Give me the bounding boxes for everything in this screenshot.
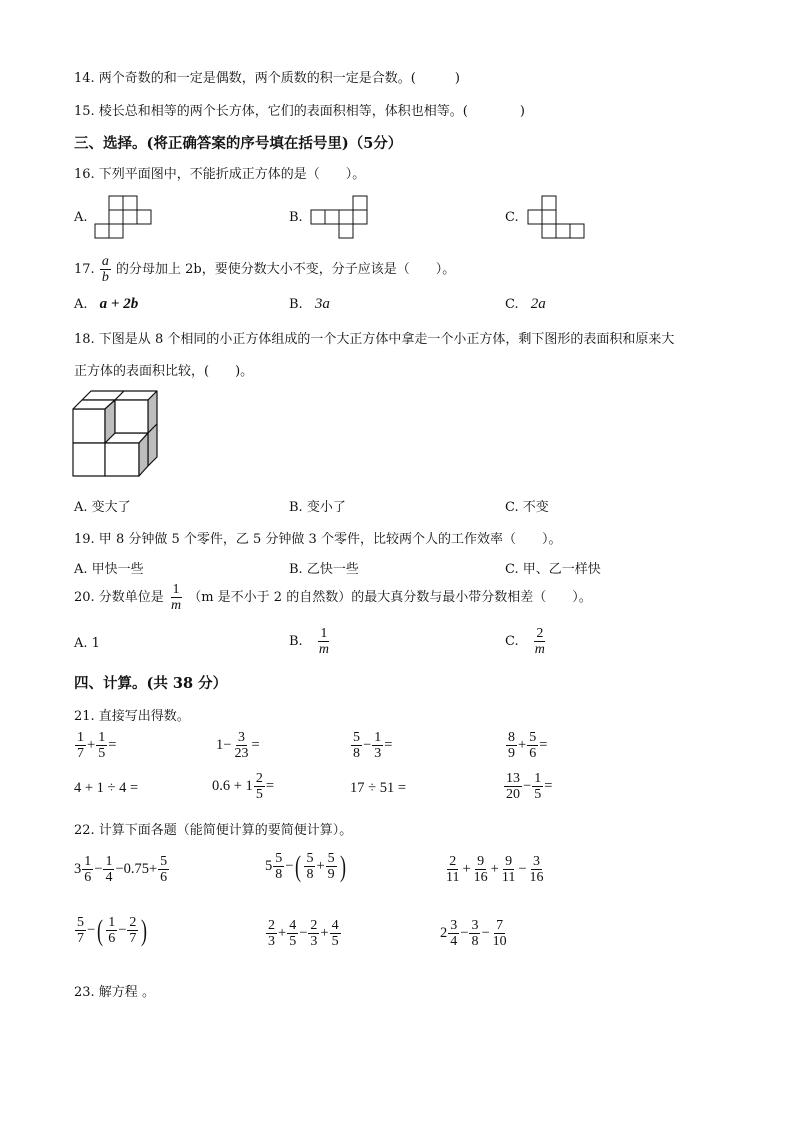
question-18-line-2: 正方体的表面积比较，( )。	[74, 364, 254, 379]
q22-problem-2: 5 $\frac{5}{8}$ −( $\frac{5}{8}$ + $\frac{5}{9}$ )	[265, 849, 346, 883]
q20-option-c-fraction	[533, 626, 547, 657]
q21-expr-8: $\frac{13}{20}$ − $\frac{1}{5}$ =	[506, 771, 553, 802]
q17-frac-num: a	[101, 254, 109, 269]
q19-option-b: B. 乙快一些	[289, 562, 359, 577]
q18-option-a: A. 变大了	[74, 500, 131, 515]
q17-option-c-value: 2a	[530, 296, 546, 312]
q20-post-text: （m 是不小于 2 的自然数）的最大真分数与最小带分数相差（ ）。	[188, 590, 592, 605]
section-4-heading: 四、计算。(共 38 分）	[74, 675, 228, 692]
q20-pre-text: 20. 分数单位是	[74, 590, 164, 605]
q20-fraction	[169, 582, 183, 613]
q20-option-c	[505, 626, 548, 657]
q18-option-b: B. 变小了	[289, 500, 346, 515]
q21-expr-2: 1− $\frac{3}{23}$ =	[216, 730, 260, 761]
q22-problem-1: 3 $\frac{1}{6}$ − $\frac{1}{4}$ −0.75+ $\frac{5}{6}$	[74, 854, 168, 885]
q17-text: 的分母加上 2b，要使分数大小不变，分子应该是（ ）。	[115, 262, 456, 277]
q16-option-c-net	[528, 196, 588, 240]
question-20	[74, 582, 592, 613]
q20-option-b-den: m	[318, 642, 329, 657]
q22-problem-6: 2 $\frac{3}{4}$ − $\frac{3}{8}$ − $\frac{7}{10}$	[440, 918, 507, 949]
question-19: 19. 甲 8 分钟做 5 个零件，乙 5 分钟做 3 个零件，比较两个人的工作效率（ ）。	[74, 532, 562, 547]
question-14: 14. 两个奇数的和一定是偶数，两个质数的积一定是合数。( )	[74, 71, 460, 86]
q17-fraction	[100, 254, 111, 285]
question-18-line-1: 18. 下图是从 8 个相同的小正方体组成的一个大正方体中拿走一个小正方体，剩下图形的表面积和原来大	[74, 332, 675, 347]
q20-option-b-label: B.	[289, 634, 303, 649]
q16-option-b-net	[311, 196, 371, 240]
q17-number: 17.	[74, 262, 95, 277]
question-16: 16. 下列平面图中，不能折成正方体的是（ ）。	[74, 167, 366, 182]
q17-option-a-label: A.	[74, 297, 88, 312]
q22-problem-3: $\frac{2}{11}$ + $\frac{9}{16}$ + $\frac{9}{11}$ − $\frac{3}{16}$	[446, 854, 544, 885]
question-15: 15. 棱长总和相等的两个长方体，它们的表面积相等，体积也相等。( )	[74, 104, 525, 119]
q21-expr-4: $\frac{8}{9}$ + $\frac{5}{6}$ =	[508, 730, 548, 761]
q22-problem-4: $\frac{5}{7}$ −( $\frac{1}{6}$ − $\frac{2}{7}$ )	[77, 913, 148, 947]
q17-option-b-value: 3a	[314, 296, 330, 312]
q18-cube-figure	[72, 389, 164, 481]
q20-option-c-num: 2	[536, 626, 544, 641]
q17-option-b-label: B.	[289, 297, 303, 312]
q20-option-a: A. 1	[74, 636, 100, 651]
q20-option-c-den: m	[534, 642, 545, 657]
q21-expr-5: 4 + 1 ÷ 4 =	[74, 780, 139, 796]
q20-option-b-fraction	[317, 626, 331, 657]
q17-option-a	[74, 296, 138, 313]
q20-frac-den: m	[170, 598, 182, 613]
q16-option-a-net	[95, 196, 155, 240]
q17-option-c	[505, 296, 546, 313]
q21-expr-7: 17 ÷ 51 =	[350, 780, 407, 796]
question-23: 23. 解方程 。	[74, 985, 155, 1000]
q18-option-c: C. 不变	[505, 500, 549, 515]
q19-option-c: C. 甲、乙一样快	[505, 562, 601, 577]
q20-option-c-label: C.	[505, 634, 519, 649]
q17-option-a-value: a + 2b	[99, 296, 139, 312]
q17-frac-den: b	[101, 270, 109, 285]
question-17	[74, 254, 455, 285]
q17-option-b	[289, 296, 330, 313]
q21-expr-1: $\frac{1}{7}$ + $\frac{1}{5}$ =	[77, 730, 117, 761]
q21-expr-6: 0.6 + 1 $\frac{2}{5}$ =	[212, 771, 274, 802]
q16-option-c-label: C.	[505, 210, 519, 225]
q16-option-b-label: B.	[289, 210, 303, 225]
section-3-heading: 三、选择。(将正确答案的序号填在括号里)（5分）	[74, 135, 403, 152]
q22-problem-5: $\frac{2}{3}$ + $\frac{4}{5}$ − $\frac{2}{3}$ + $\frac{4}{5}$	[268, 918, 339, 949]
q16-option-a-label: A.	[74, 210, 88, 225]
q19-option-a: A. 甲快一些	[74, 562, 144, 577]
q21-expr-3: $\frac{5}{8}$ − $\frac{1}{3}$ =	[353, 730, 393, 761]
q20-frac-num: 1	[172, 582, 180, 597]
question-21-title: 21. 直接写出得数。	[74, 709, 190, 724]
q20-option-b-num: 1	[320, 626, 328, 641]
question-22-title: 22. 计算下面各题（能简便计算的要简便计算）。	[74, 823, 353, 838]
q20-option-b	[289, 626, 332, 657]
q17-option-c-label: C.	[505, 297, 519, 312]
